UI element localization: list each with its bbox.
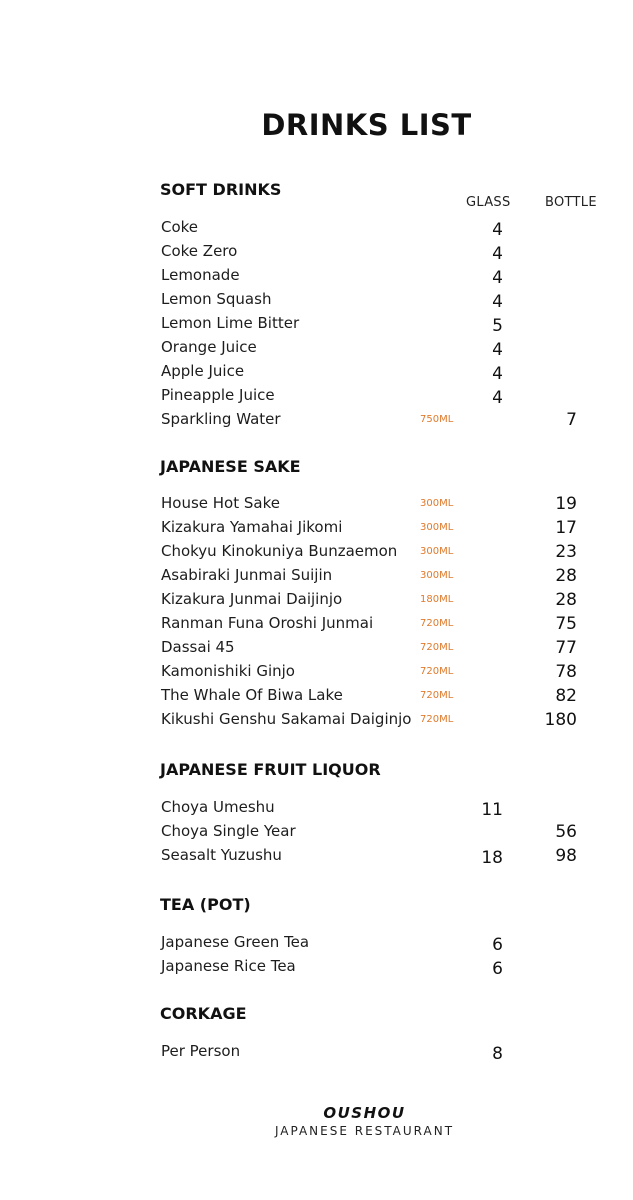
restaurant-logo (0, 1104, 633, 1138)
bottle-price: 56 (555, 822, 577, 842)
menu-item-row (0, 410, 633, 434)
item-volume: 750ML (420, 414, 454, 425)
menu-item-row (0, 798, 633, 822)
menu-item-row (0, 686, 633, 710)
menu-item-row (0, 846, 633, 870)
page-title: DRINKS LIST (261, 108, 472, 142)
menu-item-row (0, 314, 633, 338)
glass-price: 4 (492, 364, 503, 384)
glass-price: 6 (492, 959, 503, 979)
item-volume: 720ML (420, 690, 454, 701)
menu-item-row (0, 518, 633, 542)
item-name: Lemonade (161, 266, 240, 284)
bottle-price: 7 (566, 410, 577, 430)
menu-item-row (0, 242, 633, 266)
item-name: The Whale Of Biwa Lake (161, 686, 343, 704)
menu-item-row (0, 662, 633, 686)
item-name: Ranman Funa Oroshi Junmai (161, 614, 374, 632)
item-volume: 180ML (420, 594, 454, 605)
item-volume: 300ML (420, 570, 454, 581)
item-name: Lemon Lime Bitter (161, 314, 300, 332)
menu-item-row (0, 338, 633, 362)
bottle-price: 82 (555, 686, 577, 706)
item-name: Choya Single Year (161, 822, 296, 840)
glass-price: 5 (492, 316, 503, 336)
section-heading: JAPANESE FRUIT LIQUOR (160, 760, 381, 779)
glass-price: 4 (492, 220, 503, 240)
item-name: Choya Umeshu (161, 798, 275, 816)
glass-price: 4 (492, 388, 503, 408)
menu-item-row (0, 590, 633, 614)
bottle-price: 28 (555, 566, 577, 586)
menu-item-row (0, 822, 633, 846)
glass-price: 6 (492, 935, 503, 955)
item-name: Chokyu Kinokuniya Bunzaemon (161, 542, 398, 560)
item-name: Pineapple Juice (161, 386, 275, 404)
item-name: Kamonishiki Ginjo (161, 662, 295, 680)
menu-item-row (0, 710, 633, 734)
bottle-price: 23 (555, 542, 577, 562)
brand-name: OUSHOU (323, 1104, 406, 1122)
bottle-column-header: BOTTLE (545, 195, 597, 210)
item-name: Kizakura Yamahai Jikomi (161, 518, 343, 536)
item-name: Orange Juice (161, 338, 257, 356)
bottle-price: 77 (555, 638, 577, 658)
glass-price: 4 (492, 292, 503, 312)
item-name: Japanese Rice Tea (161, 957, 296, 975)
glass-price: 11 (481, 800, 503, 820)
item-name: Asabiraki Junmai Suijin (161, 566, 333, 584)
glass-price: 4 (492, 268, 503, 288)
item-name: Dassai 45 (161, 638, 235, 656)
glass-column-header: GLASS (466, 195, 511, 210)
item-name: Apple Juice (161, 362, 245, 380)
item-name: Seasalt Yuzushu (161, 846, 282, 864)
menu-item-row (0, 542, 633, 566)
item-name: Coke Zero (161, 242, 238, 260)
glass-price: 4 (492, 340, 503, 360)
bottle-price: 28 (555, 590, 577, 610)
glass-price: 8 (492, 1044, 503, 1064)
bottle-price: 19 (555, 494, 577, 514)
item-name: House Hot Sake (161, 494, 280, 512)
item-name: Coke (161, 218, 199, 236)
item-volume: 300ML (420, 498, 454, 509)
item-volume: 720ML (420, 714, 454, 725)
item-volume: 720ML (420, 666, 454, 677)
menu-item-row (0, 362, 633, 386)
item-name: Kikushi Genshu Sakamai Daiginjo (161, 710, 412, 728)
menu-item-row (0, 266, 633, 290)
section-heading: JAPANESE SAKE (160, 457, 301, 476)
bottle-price: 180 (544, 710, 577, 730)
menu-item-row (0, 386, 633, 410)
menu-item-row (0, 1042, 633, 1066)
section-heading: TEA (POT) (160, 895, 251, 914)
brand-subtitle: JAPANESE RESTAURANT (274, 1124, 455, 1138)
menu-item-row (0, 218, 633, 242)
menu-item-row (0, 638, 633, 662)
menu-item-row (0, 290, 633, 314)
item-name: Japanese Green Tea (161, 933, 310, 951)
glass-price: 4 (492, 244, 503, 264)
glass-price: 18 (481, 848, 503, 868)
menu-item-row (0, 494, 633, 518)
item-volume: 300ML (420, 522, 454, 533)
item-name: Kizakura Junmai Daijinjo (161, 590, 343, 608)
item-name: Lemon Squash (161, 290, 272, 308)
section-heading: CORKAGE (160, 1004, 247, 1023)
bottle-price: 75 (555, 614, 577, 634)
bottle-price: 98 (555, 846, 577, 866)
menu-item-row (0, 566, 633, 590)
item-volume: 720ML (420, 618, 454, 629)
menu-item-row (0, 614, 633, 638)
bottle-price: 78 (555, 662, 577, 682)
bottle-price: 17 (555, 518, 577, 538)
menu-item-row (0, 957, 633, 981)
item-name: Per Person (161, 1042, 241, 1060)
menu-item-row (0, 933, 633, 957)
item-volume: 300ML (420, 546, 454, 557)
item-name: Sparkling Water (161, 410, 281, 428)
item-volume: 720ML (420, 642, 454, 653)
section-heading: SOFT DRINKS (160, 180, 282, 199)
